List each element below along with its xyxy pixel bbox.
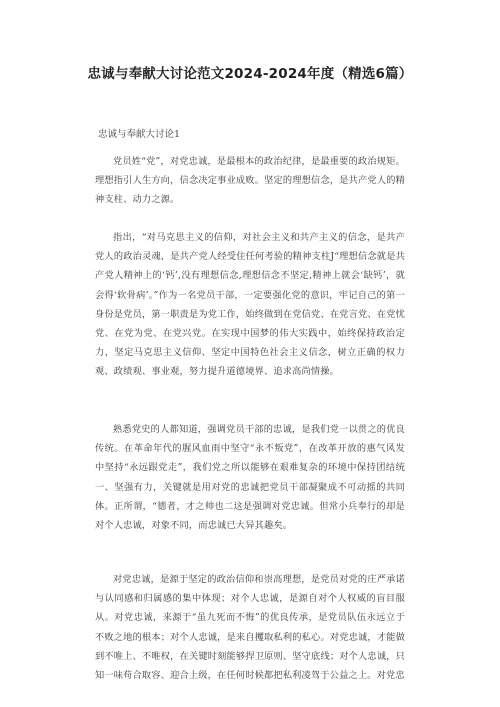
document-title: 忠诚与奉献大讨论范文2024-2024年度（精选6篇） [87, 66, 413, 82]
paragraph-4: 对党忠诚，是源于坚定的政治信仰和崇高理想，是党员对党的庄严承诺与认同感和归属感的集中体现；对个人忠诚，是源自对个人权威的盲目服从。对党忠诚，来源于“虽九死而不悔”的优良传承，是党员队伍永远立于不败之地的根本；对个人忠诚，是来自攫取私利的私心。对党忠诚，才能做到不唯上、不唯权，在关键时刻能够捍卫原则、坚守底线；对个人忠诚，只知一味苟合取容、迎合上级，在任何时候都把私利凌驾于公益之上。对党忠 [95, 574, 405, 682]
paragraph-2: 指出，“对马克思主义的信仰，对社会主义和共产主义的信念，是共产党人的政治灵魂，是共产党人经受住任何考验的精神支柱J“理想信念就是共产党人精神上的‘钙’,没有理想信念,理想信念不坚定,精神上就会‘缺钙’，就会得‘软骨病’。”作为一名党员干部，一定要强化党的意识，牢记自己的第一身份是党员，第一职责是为党工作，始终做到在党信党、在党言党、在党忧党、在党为党、在党兴党。在实现中国梦的伟大实践中，始终保持政治定力，坚定马克思主义信仰、坚定中国特色社会主义信念，树立正确的权力观、政绩观、事业观，努力提升道德境界、追求高尚情操。 [95, 232, 405, 378]
paragraph-3: 熟悉党史的人都知道，强调党员干部的忠诚，是我们党一以贯之的优良传统。在革命年代的腥风血雨中坚守“永不叛党”，在改革开放的惠气风发中坚持“永远跟党走”，我们党之所以能够在艰难复杂的环境中保持团结统一、坚强有力，关键就是用对党的忠诚把党员干部凝聚成不可动摇的共同体。正所谓，“德者，才之帅也二这是强调对党忠诚。但常小兵奉行的却是对个人忠诚，对象不同，而忠诚已大异其趣矣。 [95, 424, 405, 532]
paragraph-1: 党员姓“党”，对党忠诚，是最根本的政治纪律，是最重要的政治规矩。理想指引人生方向，信念决定事业成败。坚定的理想信念，是共产党人的精神支柱、动力之源。 [95, 156, 405, 206]
section-heading: 忠诚与奉献大讨论1 [98, 129, 181, 140]
